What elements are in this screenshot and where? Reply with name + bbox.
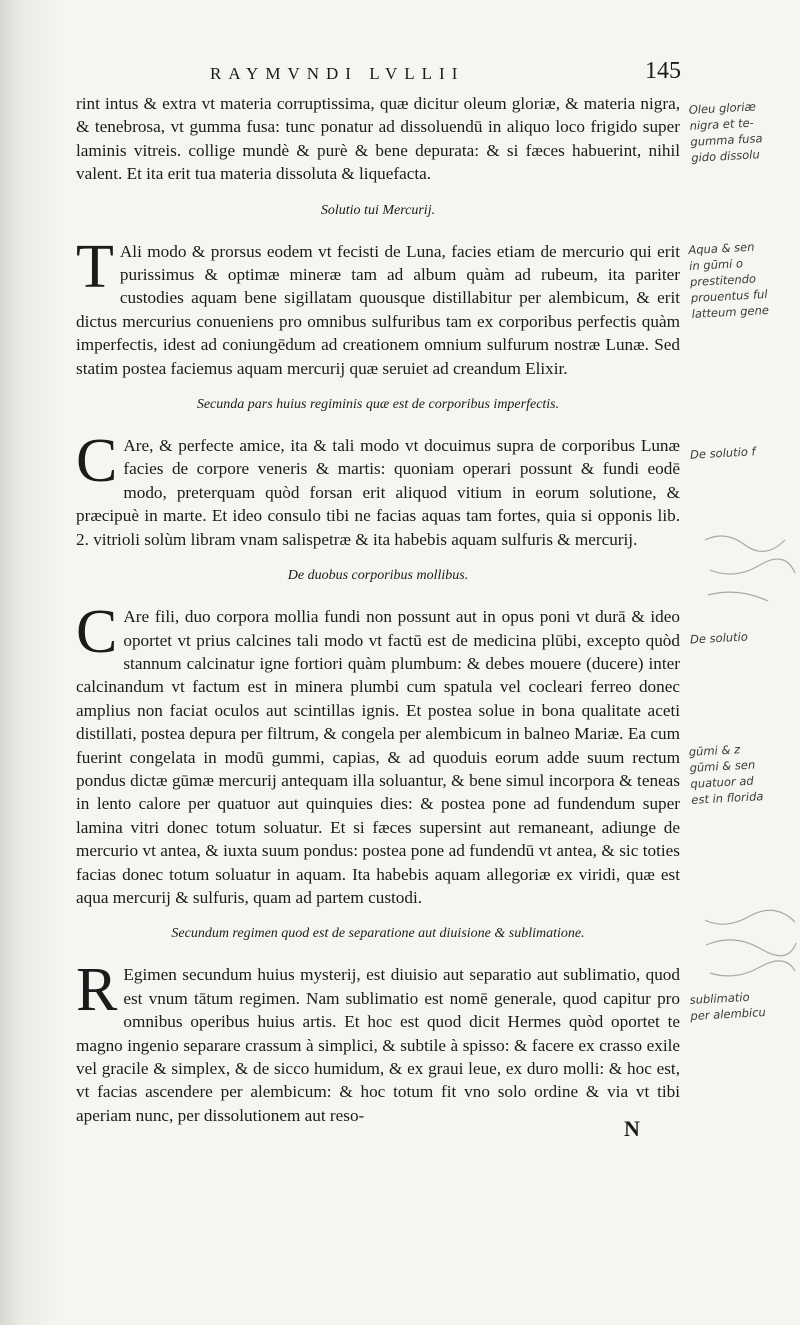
paragraph-tali-modo [76,232,680,380]
page-number: 145 [645,58,681,84]
drop-cap-t: T [76,232,114,301]
handwritten-marginalia [690,0,800,1325]
margin-scribble-2 [700,905,800,995]
paragraph-care-amice [76,427,680,551]
margin-note-sublimatio: sublimatio per alembicu [689,989,767,1023]
paragraph-regimen-secundum-text: Egimen secundum huius mysterij, est diuisio aut separatio aut sublimatio, quod est vnum tātum regimen. Nam sublimatio est nomē generale, quod capitur pro omnibus operibus huius artis. Et hoc est quod dicit Hermes quòd oportet te magno ingenio separare crassum à simplici, & subtile à spisso: & facere ex crasso exile vel gracile & simplex, & de sicco humidum, & ex graui leue, ex duro molli: & hoc est, vt facias ascendere per alembicum: & hoc totum fit vno solo ordine & via vt tibi aperiam nunc, per dissolutionem aut reso- [76,965,680,1125]
margin-scribble-1 [700,520,800,610]
main-text-block [76,92,680,1127]
heading-corporibus-mollibus: De duobus corporibus mollibus. [287,568,469,584]
drop-cap-c2: C [76,598,118,667]
paragraph-care-fili-text: Are fili, duo corpora mollia fundi non possunt aut in opus poni vt durā & ideo oportet vt prius calcines tali modo vt factū est de medicina plūbi, excepto quòd stannum calcinatur igne fortiori quàm plumbum: & debes mouere (ducere) inter calcinandum vt factum est in minera plumbi cum spatula vel cocleari ferreo donec amplius non faciat oculos aut scintillas ignis. Et postea solue in bona qualitate aceti distillati, postea depura per filtrum, & congela per alembicum in balneo Mariæ. Ea cum fuerint congelata in modū gummi, capias, & ad quoduis eorum adde suum rectum pondus dictæ gūmæ mercurij antequam illa soluantur, & bene simul incorpora & teneas in lento calore per quatuor aut quinquies dies: & postea pone ad fundendum super lamina vitri donec totum soluatur. Et si fæces supersint aut remaneant, adiunge de mercurio vt antea, & iuxta suum pondus: postea pone ad fundendū vt antea, & sic toties facias donec totum soluatur in aquam. Ita habebis aquam allegoriæ ex viridi, quæ est aqua mercurij & sulfuris, quam ad partem custodi. [76,607,680,907]
paragraph-oleum-gloriae: rint intus & extra vt materia corruptissima, quæ dicitur oleum gloriæ, & materia nigra, & tenebrosa, vt gumma fusa: tunc ponatur ad dissoluendū in aliquo loco frigido super laminis vitreis. collige mundè & purè & bene depurata: & si fæces habuerint, nihil valent. Et ita erit tua materia dissoluta & liquefacta. [76,94,680,184]
paragraph-regimen-secundum [76,956,680,1127]
page-header [60,58,685,88]
signature-mark: N [624,1116,640,1141]
drop-cap-r: R [76,956,118,1025]
heading-corporibus-imperfectis: Secunda pars huius regiminis quæ est de corporibus imperfectis. [196,397,560,413]
paragraph-care-amice-text: Are, & perfecte amice, ita & tali modo vt docuimus supra de corporibus Lunæ facies de corpore veneris & martis: quoniam operari possunt & fundi eodē modo, preterquam quòd forsan erit aliquod vitium in eorum solutione, & præcipuè in marte. Et ideo consulo tibi ne facias aquas tam fortes, quia si opponis lib. 2. vitrioli solùm libram vnam salispetræ & ita habebis aquam sulfuris & mercurij. [76,436,680,549]
paragraph-tali-modo-text: Ali modo & prorsus eodem vt fecisti de Luna, facies etiam de mercurio qui erit purissimus & optimæ mineræ tam ad album quàm ad rubeum, ita pariter custodies aquam bene sigillatam quousque distillabitur per alembicum, & erit dictus mercurius conueniens pro omnibus sulfuribus tam ex corporibus perfectis quàm imperfectis, idest ad coniungēdum ad creationem omnium sulfurum nostræ Lunæ. Sed statim postea faciemus aquam mercurij quæ seruiet ad creandum Elixir. [76,241,680,378]
margin-note-aqua: Aqua & sen in gūmi o prestitendo prouentus ful latteum gene [688,239,770,321]
heading-solutio-mercurii: Solutio tui Mercurij. [320,202,436,218]
margin-note-solutio-1: De solutio f [689,444,756,462]
margin-note-solutio-2: De solutio [689,629,749,647]
paragraph-care-fili [76,598,680,909]
margin-note-oleum: Oleu gloriæ nigra et te- gumma fusa gido dissolu [688,99,763,165]
running-head: RAYMVNDI LVLLII [210,64,465,83]
heading-secundum-regimen: Secundum regimen quod est de separatione aut diuisione & sublimatione. [171,926,585,942]
drop-cap-c: C [76,427,118,496]
margin-note-gummi: gūmi & z gūmi & sen quatuor ad est in florida [688,742,764,807]
